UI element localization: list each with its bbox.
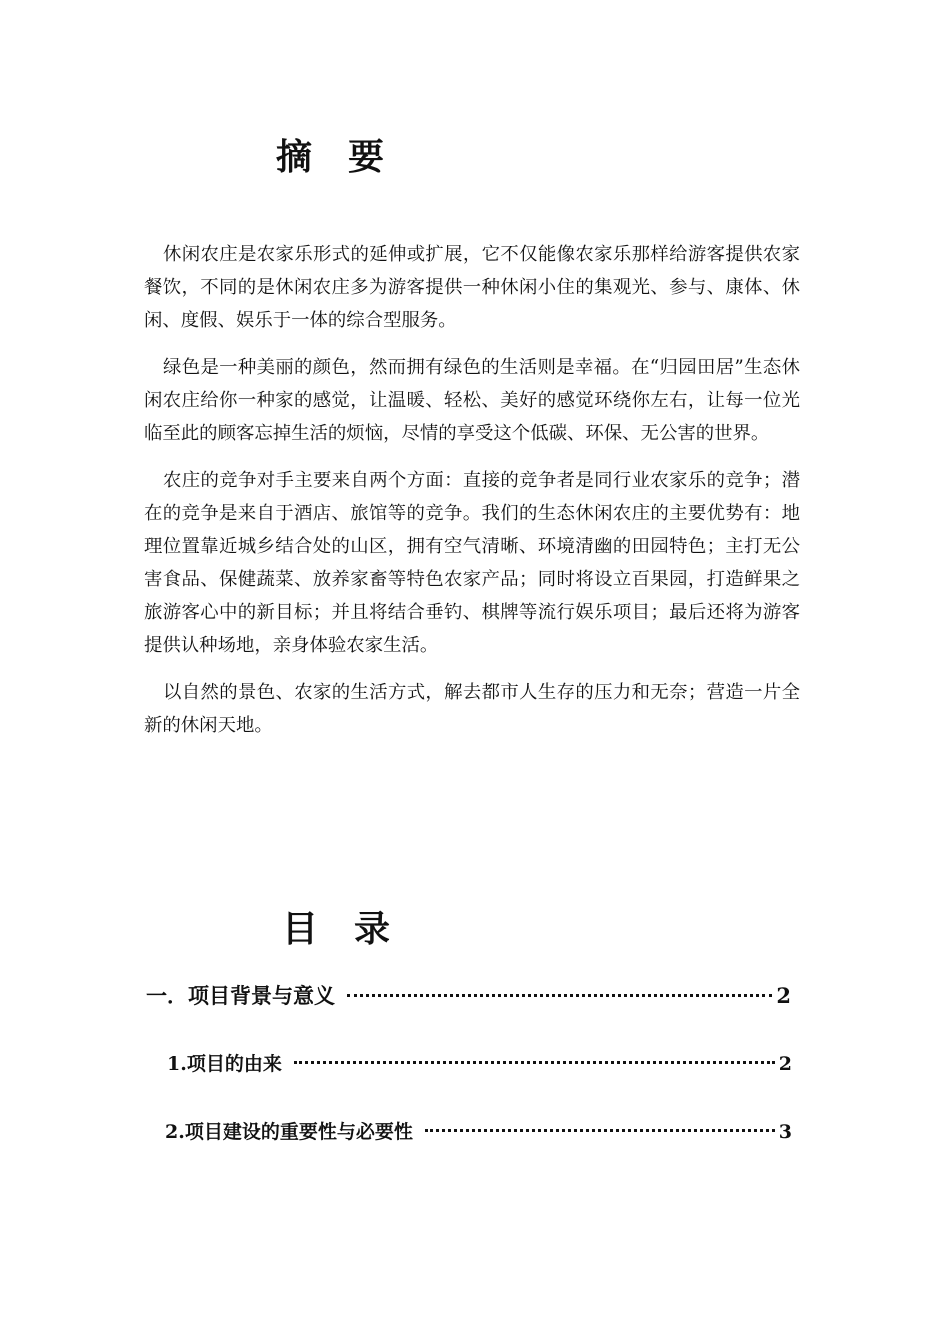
abstract-paragraph-3: 农庄的竞争对手主要来自两个方面：直接的竞争者是同行业农家乐的竞争；潜在的竞争是来自于酒店、旅馆等的竞争。我们的生态休闲农庄的主要优势有：地理位置靠近城乡结合处的山区，拥有空气清晰、环境清幽的田园特色；主打无公害食品、保健蔬菜、放养家畜等特色农家产品；同时将设立百果园，打造鲜果之旅游客心中的新目标；并且将结合垂钓、棋牌等流行娱乐项目；最后还将为游客提供认种场地，亲身体验农家生活。 [144,470,800,656]
toc-dot-leader [347,994,772,997]
toc-entry-section-1[interactable] [146,980,791,1010]
toc-entry-label: 2.项目建设的重要性与必要性 [165,1121,413,1143]
toc-entry-section-1-2[interactable] [165,1117,792,1144]
toc-entry-label: 一．项目背景与意义 [146,983,335,1008]
toc-dot-leader [294,1061,775,1064]
toc-title-char-1: 目 [282,908,321,950]
toc-entry-page: 3 [778,1121,792,1143]
abstract-title [276,129,386,180]
toc-dot-leader [425,1129,775,1132]
abstract-title-char-2: 要 [348,136,387,178]
abstract-body [144,238,800,756]
abstract-paragraph-1: 休闲农庄是农家乐形式的延伸或扩展，它不仅能像农家乐那样给游客提供农家餐饮，不同的是休闲农庄多为游客提供一种休闲小住的集观光、参与、康体、休闲、度假、娱乐于一体的综合型服务。 [144,244,800,331]
toc-entry-section-1-1[interactable] [167,1049,792,1076]
toc-entry-page: 2 [776,983,791,1008]
toc-entry-label: 1.项目的由来 [167,1053,282,1075]
abstract-paragraph-4: 以自然的景色、农家的生活方式，解去都市人生存的压力和无奈；营造一片全新的休闲天地。 [144,682,800,736]
abstract-paragraph-2: 绿色是一种美丽的颜色，然而拥有绿色的生活则是幸福。在“归园田居”生态休闲农庄给你一种家的感觉，让温暖、轻松、美好的感觉环绕你左右，让每一位光临至此的顾客忘掉生活的烦恼，尽情的享受这个低碳、环保、无公害的世界。 [144,357,800,444]
toc-title-char-2: 录 [354,908,393,950]
abstract-title-char-1: 摘 [276,136,315,178]
toc-title [282,901,392,952]
toc-entry-page: 2 [778,1053,792,1075]
